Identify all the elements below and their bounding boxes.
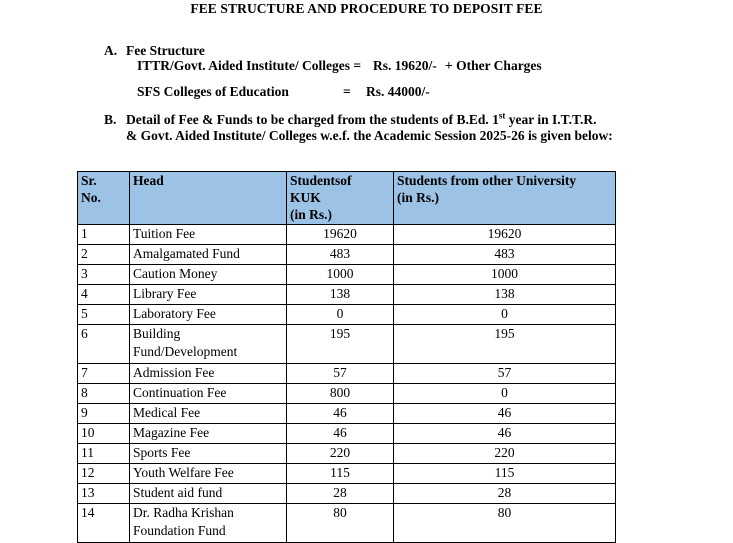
cell-kuk: 28	[287, 484, 394, 504]
cell-other: 0	[394, 384, 616, 404]
fee-table	[77, 171, 616, 543]
section-b-line-1-tail: year in I.T.T.R.	[505, 112, 597, 127]
cell-head: Magazine Fee	[130, 424, 287, 444]
table-header-row	[78, 172, 616, 225]
cell-sr: 3	[78, 265, 130, 285]
table-row	[78, 404, 616, 424]
cell-other: 57	[394, 364, 616, 384]
cell-sr: 9	[78, 404, 130, 424]
cell-sr: 14	[78, 504, 130, 543]
cell-other: 46	[394, 404, 616, 424]
cell-other: 195	[394, 325, 616, 364]
cell-other: 0	[394, 305, 616, 325]
cell-head: Building Fund/Development	[130, 325, 287, 364]
section-b-marker: B.	[104, 112, 117, 127]
cell-other: 19620	[394, 225, 616, 245]
cell-sr: 10	[78, 424, 130, 444]
cell-head: Student aid fund	[130, 484, 287, 504]
table-row	[78, 444, 616, 464]
fee-line-sfs-amount: Rs. 44000/-	[366, 84, 430, 99]
cell-head: Admission Fee	[130, 364, 287, 384]
table-row	[78, 285, 616, 305]
document-title: FEE STRUCTURE AND PROCEDURE TO DEPOSIT FEE	[190, 1, 543, 16]
table-row	[78, 384, 616, 404]
cell-kuk: 220	[287, 444, 394, 464]
table-row	[78, 245, 616, 265]
cell-sr: 6	[78, 325, 130, 364]
cell-kuk: 1000	[287, 265, 394, 285]
table-row	[78, 265, 616, 285]
cell-kuk: 800	[287, 384, 394, 404]
table-row	[78, 464, 616, 484]
fee-line-ittr-extra: + Other Charges	[445, 58, 542, 73]
table-row	[78, 225, 616, 245]
header-sr-no: Sr. No.	[78, 172, 130, 225]
cell-head: Sports Fee	[130, 444, 287, 464]
header-other-university-students: Students from other University (in Rs.)	[394, 172, 616, 225]
cell-other: 28	[394, 484, 616, 504]
fee-line-sfs-label: SFS Colleges of Education	[137, 84, 289, 99]
cell-sr: 11	[78, 444, 130, 464]
fee-line-sfs-equals: =	[343, 84, 351, 99]
cell-kuk: 46	[287, 404, 394, 424]
cell-head: Tuition Fee	[130, 225, 287, 245]
table-row	[78, 484, 616, 504]
cell-head: Medical Fee	[130, 404, 287, 424]
cell-kuk: 138	[287, 285, 394, 305]
table-row	[78, 504, 616, 543]
section-b-line-1-text: Detail of Fee & Funds to be charged from the students of B.Ed. 1	[126, 112, 499, 127]
cell-kuk: 57	[287, 364, 394, 384]
cell-kuk: 46	[287, 424, 394, 444]
section-a-marker: A.	[104, 43, 118, 58]
cell-head: Laboratory Fee	[130, 305, 287, 325]
header-kuk-students: Studentsof KUK (in Rs.)	[287, 172, 394, 225]
cell-kuk: 195	[287, 325, 394, 364]
cell-sr: 7	[78, 364, 130, 384]
cell-kuk: 483	[287, 245, 394, 265]
cell-other: 483	[394, 245, 616, 265]
cell-head: Continuation Fee	[130, 384, 287, 404]
cell-kuk: 115	[287, 464, 394, 484]
cell-sr: 8	[78, 384, 130, 404]
cell-head: Dr. Radha Krishan Foundation Fund	[130, 504, 287, 543]
cell-sr: 5	[78, 305, 130, 325]
table-row	[78, 325, 616, 364]
header-head: Head	[130, 172, 287, 225]
table-row	[78, 305, 616, 325]
cell-sr: 12	[78, 464, 130, 484]
cell-head: Amalgamated Fund	[130, 245, 287, 265]
table-body	[78, 225, 616, 543]
cell-kuk: 0	[287, 305, 394, 325]
section-b-superscript: st	[498, 110, 506, 121]
cell-other: 1000	[394, 265, 616, 285]
fee-line-ittr-label: ITTR/Govt. Aided Institute/ Colleges =	[137, 58, 362, 73]
cell-head: Youth Welfare Fee	[130, 464, 287, 484]
cell-sr: 4	[78, 285, 130, 305]
cell-head: Caution Money	[130, 265, 287, 285]
cell-other: 138	[394, 285, 616, 305]
cell-other: 220	[394, 444, 616, 464]
table-row	[78, 424, 616, 444]
cell-head: Library Fee	[130, 285, 287, 305]
cell-other: 46	[394, 424, 616, 444]
section-b-line-1	[126, 112, 597, 128]
cell-kuk: 19620	[287, 225, 394, 245]
cell-other: 80	[394, 504, 616, 543]
cell-sr: 2	[78, 245, 130, 265]
section-a-heading: Fee Structure	[126, 43, 205, 58]
cell-sr: 13	[78, 484, 130, 504]
cell-sr: 1	[78, 225, 130, 245]
cell-other: 115	[394, 464, 616, 484]
section-b-line-2: & Govt. Aided Institute/ Colleges w.e.f. the Academic Session 2025-26 is given below:	[126, 128, 613, 143]
fee-line-ittr-amount: Rs. 19620/-	[373, 58, 437, 73]
table-row	[78, 364, 616, 384]
cell-kuk: 80	[287, 504, 394, 543]
